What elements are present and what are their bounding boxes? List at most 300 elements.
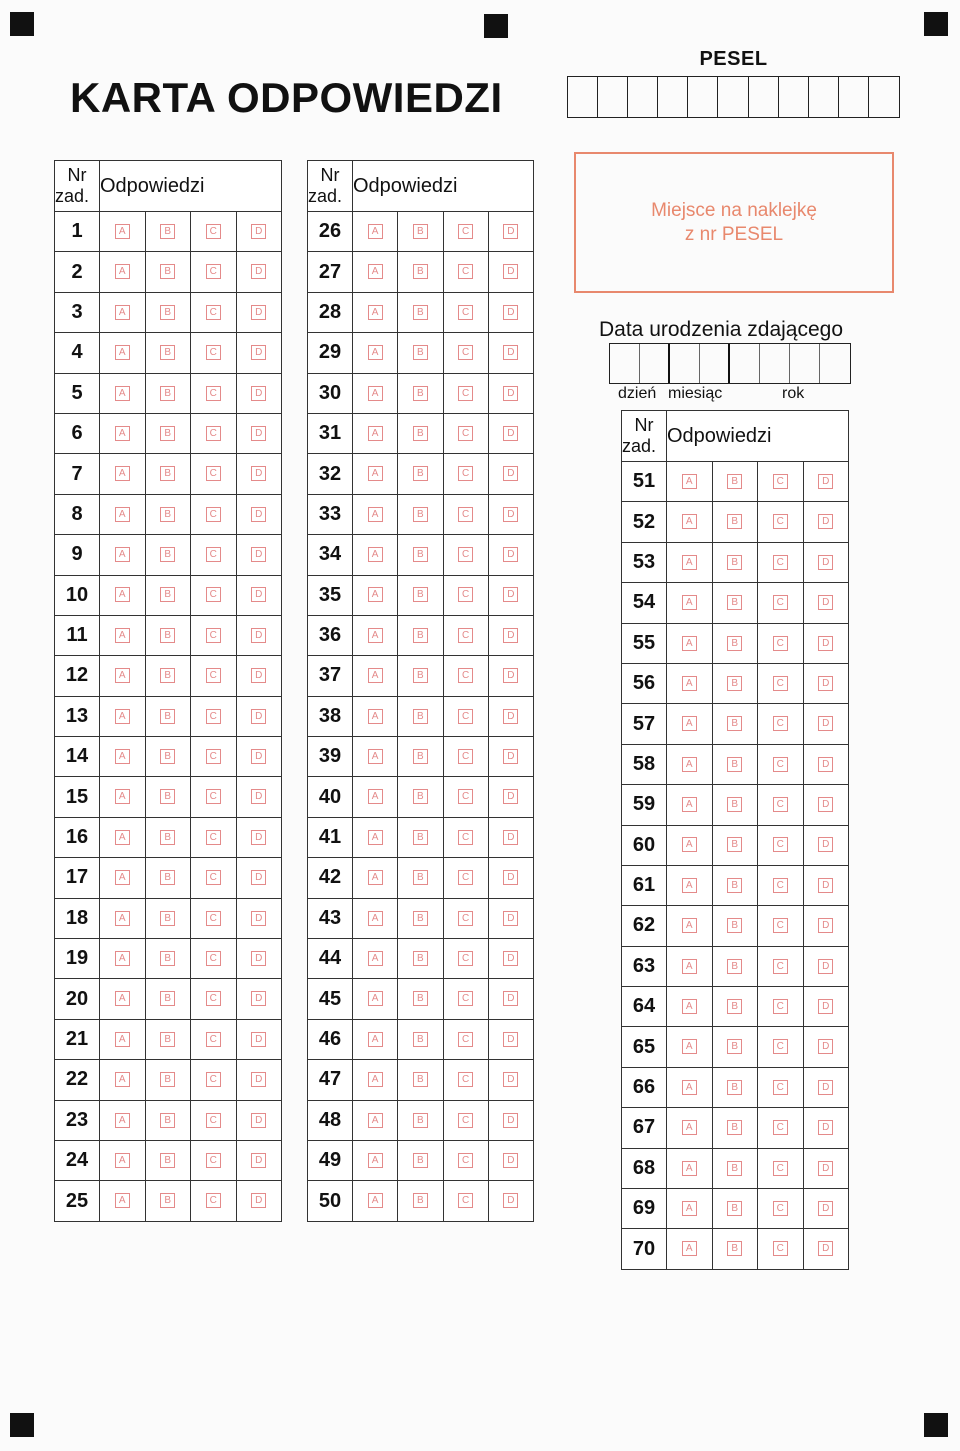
answer-checkbox-c[interactable]: C [206,709,221,724]
answer-checkbox-b[interactable]: B [160,507,175,522]
answer-checkbox-b[interactable]: B [413,830,428,845]
answer-checkbox-d[interactable]: D [251,991,266,1006]
answer-checkbox-c[interactable]: C [773,959,788,974]
answer-checkbox-a[interactable]: A [682,514,697,529]
answer-checkbox-b[interactable]: B [727,999,742,1014]
answer-checkbox-c[interactable]: C [458,870,473,885]
pesel-digit-box[interactable] [628,77,658,117]
answer-checkbox-d[interactable]: D [818,1080,833,1095]
answer-checkbox-a[interactable]: A [115,264,130,279]
answer-checkbox-b[interactable]: B [413,951,428,966]
pesel-digit-box[interactable] [568,77,598,117]
answer-checkbox-a[interactable]: A [682,1161,697,1176]
answer-checkbox-a[interactable]: A [368,547,383,562]
answer-checkbox-b[interactable]: B [727,555,742,570]
answer-checkbox-c[interactable]: C [206,587,221,602]
answer-checkbox-b[interactable]: B [727,1120,742,1135]
answer-checkbox-b[interactable]: B [160,1072,175,1087]
answer-checkbox-d[interactable]: D [503,991,518,1006]
answer-checkbox-b[interactable]: B [727,918,742,933]
answer-checkbox-d[interactable]: D [818,959,833,974]
answer-checkbox-b[interactable]: B [413,911,428,926]
answer-checkbox-b[interactable]: B [160,305,175,320]
answer-checkbox-a[interactable]: A [682,1039,697,1054]
answer-checkbox-a[interactable]: A [368,749,383,764]
answer-checkbox-d[interactable]: D [503,264,518,279]
answer-checkbox-c[interactable]: C [458,507,473,522]
answer-checkbox-d[interactable]: D [251,386,266,401]
answer-checkbox-a[interactable]: A [368,870,383,885]
answer-checkbox-d[interactable]: D [818,878,833,893]
answer-checkbox-c[interactable]: C [206,1113,221,1128]
answer-checkbox-c[interactable]: C [773,757,788,772]
answer-checkbox-b[interactable]: B [727,959,742,974]
answer-checkbox-c[interactable]: C [773,797,788,812]
answer-checkbox-d[interactable]: D [503,1113,518,1128]
answer-checkbox-c[interactable]: C [458,386,473,401]
answer-checkbox-b[interactable]: B [160,426,175,441]
answer-checkbox-a[interactable]: A [115,1113,130,1128]
answer-checkbox-c[interactable]: C [206,1032,221,1047]
answer-checkbox-b[interactable]: B [413,1153,428,1168]
answer-checkbox-d[interactable]: D [818,757,833,772]
answer-checkbox-c[interactable]: C [458,1032,473,1047]
answer-checkbox-c[interactable]: C [458,628,473,643]
answer-checkbox-a[interactable]: A [368,466,383,481]
answer-checkbox-a[interactable]: A [682,918,697,933]
answer-checkbox-c[interactable]: C [458,951,473,966]
answer-checkbox-c[interactable]: C [773,1201,788,1216]
answer-checkbox-c[interactable]: C [206,668,221,683]
answer-checkbox-d[interactable]: D [503,345,518,360]
answer-checkbox-c[interactable]: C [206,870,221,885]
answer-checkbox-a[interactable]: A [115,830,130,845]
answer-checkbox-a[interactable]: A [682,1080,697,1095]
answer-checkbox-d[interactable]: D [251,1072,266,1087]
answer-checkbox-a[interactable]: A [368,991,383,1006]
answer-checkbox-a[interactable]: A [368,1113,383,1128]
answer-checkbox-b[interactable]: B [727,1080,742,1095]
answer-checkbox-a[interactable]: A [115,628,130,643]
answer-checkbox-a[interactable]: A [368,386,383,401]
answer-checkbox-a[interactable]: A [115,547,130,562]
answer-checkbox-b[interactable]: B [160,911,175,926]
answer-checkbox-c[interactable]: C [206,305,221,320]
birth-date-digit-box[interactable] [610,344,640,383]
answer-checkbox-b[interactable]: B [160,628,175,643]
answer-checkbox-a[interactable]: A [115,587,130,602]
answer-checkbox-a[interactable]: A [682,757,697,772]
answer-checkbox-d[interactable]: D [251,426,266,441]
answer-checkbox-d[interactable]: D [818,716,833,731]
answer-checkbox-a[interactable]: A [115,507,130,522]
answer-checkbox-d[interactable]: D [251,709,266,724]
answer-checkbox-d[interactable]: D [503,668,518,683]
answer-checkbox-a[interactable]: A [115,1153,130,1168]
pesel-digit-box[interactable] [839,77,869,117]
answer-checkbox-d[interactable]: D [251,1032,266,1047]
answer-checkbox-c[interactable]: C [773,716,788,731]
answer-checkbox-d[interactable]: D [503,426,518,441]
answer-checkbox-b[interactable]: B [160,547,175,562]
answer-checkbox-c[interactable]: C [773,1080,788,1095]
answer-checkbox-a[interactable]: A [368,1153,383,1168]
answer-checkbox-d[interactable]: D [251,1193,266,1208]
answer-checkbox-d[interactable]: D [818,1241,833,1256]
answer-checkbox-a[interactable]: A [682,636,697,651]
answer-checkbox-b[interactable]: B [413,1113,428,1128]
answer-checkbox-b[interactable]: B [160,224,175,239]
answer-checkbox-a[interactable]: A [115,224,130,239]
answer-checkbox-c[interactable]: C [206,264,221,279]
answer-checkbox-a[interactable]: A [115,345,130,360]
answer-checkbox-c[interactable]: C [206,991,221,1006]
answer-checkbox-b[interactable]: B [413,264,428,279]
answer-checkbox-b[interactable]: B [413,789,428,804]
answer-checkbox-d[interactable]: D [818,676,833,691]
answer-checkbox-d[interactable]: D [503,1072,518,1087]
answer-checkbox-c[interactable]: C [773,555,788,570]
answer-checkbox-c[interactable]: C [773,1120,788,1135]
answer-checkbox-b[interactable]: B [413,1193,428,1208]
answer-checkbox-d[interactable]: D [251,305,266,320]
answer-checkbox-a[interactable]: A [682,555,697,570]
answer-checkbox-b[interactable]: B [160,1193,175,1208]
answer-checkbox-a[interactable]: A [682,878,697,893]
pesel-digit-box[interactable] [688,77,718,117]
answer-checkbox-d[interactable]: D [251,1153,266,1168]
answer-checkbox-b[interactable]: B [727,595,742,610]
answer-checkbox-d[interactable]: D [503,386,518,401]
answer-checkbox-d[interactable]: D [251,951,266,966]
pesel-input-grid[interactable] [567,76,900,118]
answer-checkbox-a[interactable]: A [115,1072,130,1087]
answer-checkbox-d[interactable]: D [251,587,266,602]
answer-checkbox-b[interactable]: B [413,587,428,602]
answer-checkbox-d[interactable]: D [503,830,518,845]
answer-checkbox-c[interactable]: C [206,1193,221,1208]
answer-checkbox-a[interactable]: A [115,426,130,441]
answer-checkbox-b[interactable]: B [413,668,428,683]
answer-checkbox-d[interactable]: D [503,1193,518,1208]
answer-checkbox-d[interactable]: D [818,1201,833,1216]
birth-date-input-grid[interactable] [609,343,851,384]
answer-checkbox-a[interactable]: A [368,224,383,239]
answer-checkbox-d[interactable]: D [251,628,266,643]
answer-checkbox-a[interactable]: A [368,911,383,926]
answer-checkbox-b[interactable]: B [413,1032,428,1047]
answer-checkbox-a[interactable]: A [682,1201,697,1216]
birth-date-digit-box[interactable] [670,344,700,383]
answer-checkbox-c[interactable]: C [206,345,221,360]
answer-checkbox-c[interactable]: C [458,264,473,279]
answer-checkbox-d[interactable]: D [503,749,518,764]
answer-checkbox-b[interactable]: B [160,789,175,804]
answer-checkbox-a[interactable]: A [115,749,130,764]
answer-checkbox-a[interactable]: A [115,1193,130,1208]
answer-checkbox-a[interactable]: A [115,991,130,1006]
answer-checkbox-c[interactable]: C [458,668,473,683]
answer-checkbox-a[interactable]: A [368,1193,383,1208]
answer-checkbox-a[interactable]: A [368,830,383,845]
answer-checkbox-b[interactable]: B [160,668,175,683]
answer-checkbox-d[interactable]: D [503,951,518,966]
answer-checkbox-a[interactable]: A [368,709,383,724]
answer-checkbox-b[interactable]: B [413,1072,428,1087]
answer-checkbox-a[interactable]: A [115,789,130,804]
answer-checkbox-d[interactable]: D [251,264,266,279]
answer-checkbox-a[interactable]: A [682,474,697,489]
answer-checkbox-c[interactable]: C [458,1113,473,1128]
answer-checkbox-b[interactable]: B [160,466,175,481]
answer-checkbox-b[interactable]: B [160,1032,175,1047]
answer-checkbox-b[interactable]: B [160,870,175,885]
answer-checkbox-a[interactable]: A [115,466,130,481]
answer-checkbox-d[interactable]: D [503,587,518,602]
pesel-digit-box[interactable] [809,77,839,117]
pesel-digit-box[interactable] [869,77,899,117]
answer-checkbox-c[interactable]: C [206,426,221,441]
answer-checkbox-c[interactable]: C [773,878,788,893]
answer-checkbox-c[interactable]: C [773,999,788,1014]
birth-date-digit-box[interactable] [640,344,670,383]
answer-checkbox-a[interactable]: A [368,587,383,602]
answer-checkbox-c[interactable]: C [458,426,473,441]
answer-checkbox-a[interactable]: A [368,789,383,804]
answer-checkbox-a[interactable]: A [368,951,383,966]
answer-checkbox-b[interactable]: B [160,749,175,764]
answer-checkbox-a[interactable]: A [115,870,130,885]
answer-checkbox-a[interactable]: A [368,1032,383,1047]
answer-checkbox-b[interactable]: B [727,837,742,852]
answer-checkbox-c[interactable]: C [458,1072,473,1087]
answer-checkbox-b[interactable]: B [413,224,428,239]
answer-checkbox-c[interactable]: C [773,1241,788,1256]
answer-checkbox-b[interactable]: B [727,1161,742,1176]
answer-checkbox-c[interactable]: C [206,507,221,522]
answer-checkbox-b[interactable]: B [413,386,428,401]
answer-checkbox-c[interactable]: C [458,587,473,602]
answer-checkbox-a[interactable]: A [682,716,697,731]
answer-checkbox-a[interactable]: A [682,1120,697,1135]
answer-checkbox-a[interactable]: A [115,951,130,966]
answer-checkbox-a[interactable]: A [368,305,383,320]
answer-checkbox-b[interactable]: B [413,991,428,1006]
answer-checkbox-b[interactable]: B [413,870,428,885]
answer-checkbox-c[interactable]: C [773,595,788,610]
answer-checkbox-d[interactable]: D [503,709,518,724]
answer-checkbox-d[interactable]: D [818,514,833,529]
birth-date-digit-box[interactable] [760,344,790,383]
birth-date-digit-box[interactable] [790,344,820,383]
answer-checkbox-d[interactable]: D [251,547,266,562]
answer-checkbox-c[interactable]: C [773,1039,788,1054]
answer-checkbox-b[interactable]: B [413,709,428,724]
answer-checkbox-c[interactable]: C [773,676,788,691]
answer-checkbox-a[interactable]: A [368,628,383,643]
birth-date-digit-box[interactable] [730,344,760,383]
answer-checkbox-c[interactable]: C [206,789,221,804]
answer-checkbox-d[interactable]: D [503,1153,518,1168]
answer-checkbox-d[interactable]: D [818,595,833,610]
answer-checkbox-a[interactable]: A [368,426,383,441]
answer-checkbox-c[interactable]: C [458,345,473,360]
answer-checkbox-a[interactable]: A [682,1241,697,1256]
answer-checkbox-d[interactable]: D [503,466,518,481]
birth-date-digit-box[interactable] [700,344,730,383]
answer-checkbox-d[interactable]: D [251,507,266,522]
answer-checkbox-c[interactable]: C [206,386,221,401]
answer-checkbox-b[interactable]: B [413,426,428,441]
answer-checkbox-d[interactable]: D [251,345,266,360]
answer-checkbox-b[interactable]: B [160,264,175,279]
answer-checkbox-b[interactable]: B [727,636,742,651]
answer-checkbox-c[interactable]: C [773,918,788,933]
answer-checkbox-c[interactable]: C [206,628,221,643]
answer-checkbox-d[interactable]: D [503,305,518,320]
answer-checkbox-c[interactable]: C [206,911,221,926]
answer-checkbox-b[interactable]: B [413,507,428,522]
answer-checkbox-c[interactable]: C [458,789,473,804]
answer-checkbox-c[interactable]: C [458,1153,473,1168]
answer-checkbox-c[interactable]: C [206,951,221,966]
answer-checkbox-d[interactable]: D [503,507,518,522]
answer-checkbox-c[interactable]: C [458,547,473,562]
pesel-digit-box[interactable] [779,77,809,117]
answer-checkbox-b[interactable]: B [160,345,175,360]
answer-checkbox-c[interactable]: C [773,636,788,651]
answer-checkbox-d[interactable]: D [818,555,833,570]
answer-checkbox-d[interactable]: D [818,1039,833,1054]
pesel-digit-box[interactable] [749,77,779,117]
answer-checkbox-d[interactable]: D [818,837,833,852]
answer-checkbox-c[interactable]: C [206,466,221,481]
answer-checkbox-a[interactable]: A [368,345,383,360]
answer-checkbox-b[interactable]: B [160,951,175,966]
answer-checkbox-b[interactable]: B [160,587,175,602]
answer-checkbox-d[interactable]: D [251,224,266,239]
answer-checkbox-d[interactable]: D [818,999,833,1014]
answer-checkbox-d[interactable]: D [818,636,833,651]
pesel-digit-box[interactable] [598,77,628,117]
answer-checkbox-d[interactable]: D [818,1120,833,1135]
answer-checkbox-d[interactable]: D [251,789,266,804]
answer-checkbox-b[interactable]: B [160,1113,175,1128]
answer-checkbox-a[interactable]: A [682,837,697,852]
answer-checkbox-c[interactable]: C [458,749,473,764]
answer-checkbox-d[interactable]: D [503,224,518,239]
answer-checkbox-b[interactable]: B [727,1039,742,1054]
answer-checkbox-d[interactable]: D [251,911,266,926]
answer-checkbox-a[interactable]: A [115,1032,130,1047]
answer-checkbox-d[interactable]: D [251,466,266,481]
answer-checkbox-c[interactable]: C [458,830,473,845]
answer-checkbox-a[interactable]: A [115,386,130,401]
answer-checkbox-b[interactable]: B [727,514,742,529]
answer-checkbox-b[interactable]: B [727,474,742,489]
answer-checkbox-a[interactable]: A [368,264,383,279]
answer-checkbox-c[interactable]: C [206,224,221,239]
answer-checkbox-c[interactable]: C [458,911,473,926]
answer-checkbox-b[interactable]: B [727,676,742,691]
answer-checkbox-b[interactable]: B [727,1241,742,1256]
answer-checkbox-d[interactable]: D [818,797,833,812]
birth-date-digit-box[interactable] [820,344,850,383]
answer-checkbox-b[interactable]: B [727,757,742,772]
answer-checkbox-b[interactable]: B [727,716,742,731]
answer-checkbox-d[interactable]: D [251,830,266,845]
answer-checkbox-a[interactable]: A [115,709,130,724]
answer-checkbox-c[interactable]: C [773,837,788,852]
answer-checkbox-a[interactable]: A [682,676,697,691]
pesel-digit-box[interactable] [718,77,748,117]
answer-checkbox-b[interactable]: B [413,345,428,360]
answer-checkbox-a[interactable]: A [368,668,383,683]
answer-checkbox-d[interactable]: D [251,668,266,683]
answer-checkbox-c[interactable]: C [206,1153,221,1168]
answer-checkbox-b[interactable]: B [160,991,175,1006]
pesel-digit-box[interactable] [658,77,688,117]
answer-checkbox-c[interactable]: C [206,1072,221,1087]
answer-checkbox-c[interactable]: C [773,474,788,489]
answer-checkbox-a[interactable]: A [682,999,697,1014]
answer-checkbox-a[interactable]: A [115,668,130,683]
answer-checkbox-c[interactable]: C [206,830,221,845]
answer-checkbox-c[interactable]: C [458,1193,473,1208]
answer-checkbox-b[interactable]: B [413,466,428,481]
answer-checkbox-b[interactable]: B [413,547,428,562]
answer-checkbox-d[interactable]: D [503,911,518,926]
answer-checkbox-d[interactable]: D [251,749,266,764]
answer-checkbox-b[interactable]: B [413,749,428,764]
answer-checkbox-b[interactable]: B [160,1153,175,1168]
answer-checkbox-a[interactable]: A [682,595,697,610]
answer-checkbox-c[interactable]: C [458,709,473,724]
answer-checkbox-b[interactable]: B [413,628,428,643]
answer-checkbox-b[interactable]: B [160,830,175,845]
answer-checkbox-d[interactable]: D [503,628,518,643]
answer-checkbox-d[interactable]: D [818,474,833,489]
answer-checkbox-c[interactable]: C [773,514,788,529]
answer-checkbox-d[interactable]: D [503,870,518,885]
answer-checkbox-a[interactable]: A [682,797,697,812]
answer-checkbox-d[interactable]: D [503,789,518,804]
answer-checkbox-a[interactable]: A [682,959,697,974]
answer-checkbox-a[interactable]: A [115,911,130,926]
answer-checkbox-d[interactable]: D [818,918,833,933]
answer-checkbox-c[interactable]: C [458,305,473,320]
answer-checkbox-a[interactable]: A [368,507,383,522]
answer-checkbox-c[interactable]: C [458,466,473,481]
answer-checkbox-d[interactable]: D [251,1113,266,1128]
answer-checkbox-a[interactable]: A [368,1072,383,1087]
answer-checkbox-b[interactable]: B [413,305,428,320]
answer-checkbox-b[interactable]: B [160,386,175,401]
answer-checkbox-b[interactable]: B [160,709,175,724]
answer-checkbox-c[interactable]: C [206,749,221,764]
answer-checkbox-c[interactable]: C [206,547,221,562]
answer-checkbox-d[interactable]: D [818,1161,833,1176]
answer-checkbox-c[interactable]: C [458,991,473,1006]
answer-checkbox-a[interactable]: A [115,305,130,320]
answer-checkbox-d[interactable]: D [503,1032,518,1047]
answer-checkbox-b[interactable]: B [727,797,742,812]
answer-checkbox-d[interactable]: D [503,547,518,562]
answer-checkbox-c[interactable]: C [773,1161,788,1176]
answer-checkbox-c[interactable]: C [458,224,473,239]
answer-checkbox-d[interactable]: D [251,870,266,885]
answer-checkbox-b[interactable]: B [727,1201,742,1216]
